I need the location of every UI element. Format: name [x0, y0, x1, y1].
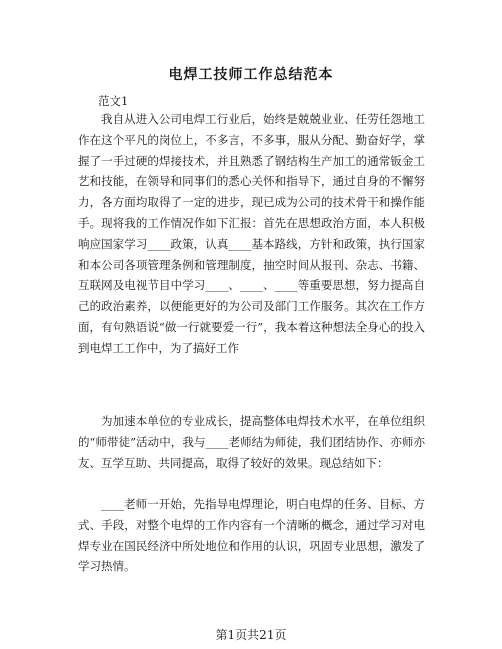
paragraph-3: ____老师一开始，先指导电焊理论，明白电焊的任务、目标、方式、手段，对整个电焊的工作内容有一个清晰的概念，通过学习对电焊专业在国民经济中所处地位和作用的认识，巩固专业思想，激发了学习热情。 [78, 497, 425, 574]
document-title: 电焊工技师工作总结范本 [168, 67, 334, 83]
paragraph-2: 为加速本单位的专业成长，提高整体电焊技术水平，在单位组织的“师带徒”活动中，我与____老师结为师徒，我们团结协作、亦师亦友、互学互助、共同提高，取得了较好的效果。现总结如下： [78, 414, 425, 470]
section-label: 范文1 [98, 94, 129, 108]
paragraph-1: 我自从进入公司电焊工行业后，始终是兢兢业业、任劳任怨地工作在这个平凡的岗位上，不多言，不多事，服从分配、勤奋好学，掌握了一手过硬的焊接技术，并且熟悉了钢结构生产加工的通常钣金工艺和技能，在领导和同事们的悉心关怀和指导下，通过自身的不懈努力，各方面均取得了一定的进步，现已成为公司的技术骨干和操作能手。现将我的工作情况作如下汇报：首先在思想政治方面，本人积极响应国家学习____政策，认真____基本路线，方针和政策，执行国家和本公司各项管理条例和管理制度，抽空时间从报刊、杂志、书籍、互联网及电视节目中学习____、____、____等重要思想，努力提高自己的政治素养，以便能更好的为公司及部门工作服务。其次在工作方面，有句熟语说“做一行就要爱一行”，我本着这种想法全身心的投入到电焊工工作中，为了搞好工作 [78, 112, 425, 355]
page-footer: 第1页共21页 [215, 628, 287, 642]
